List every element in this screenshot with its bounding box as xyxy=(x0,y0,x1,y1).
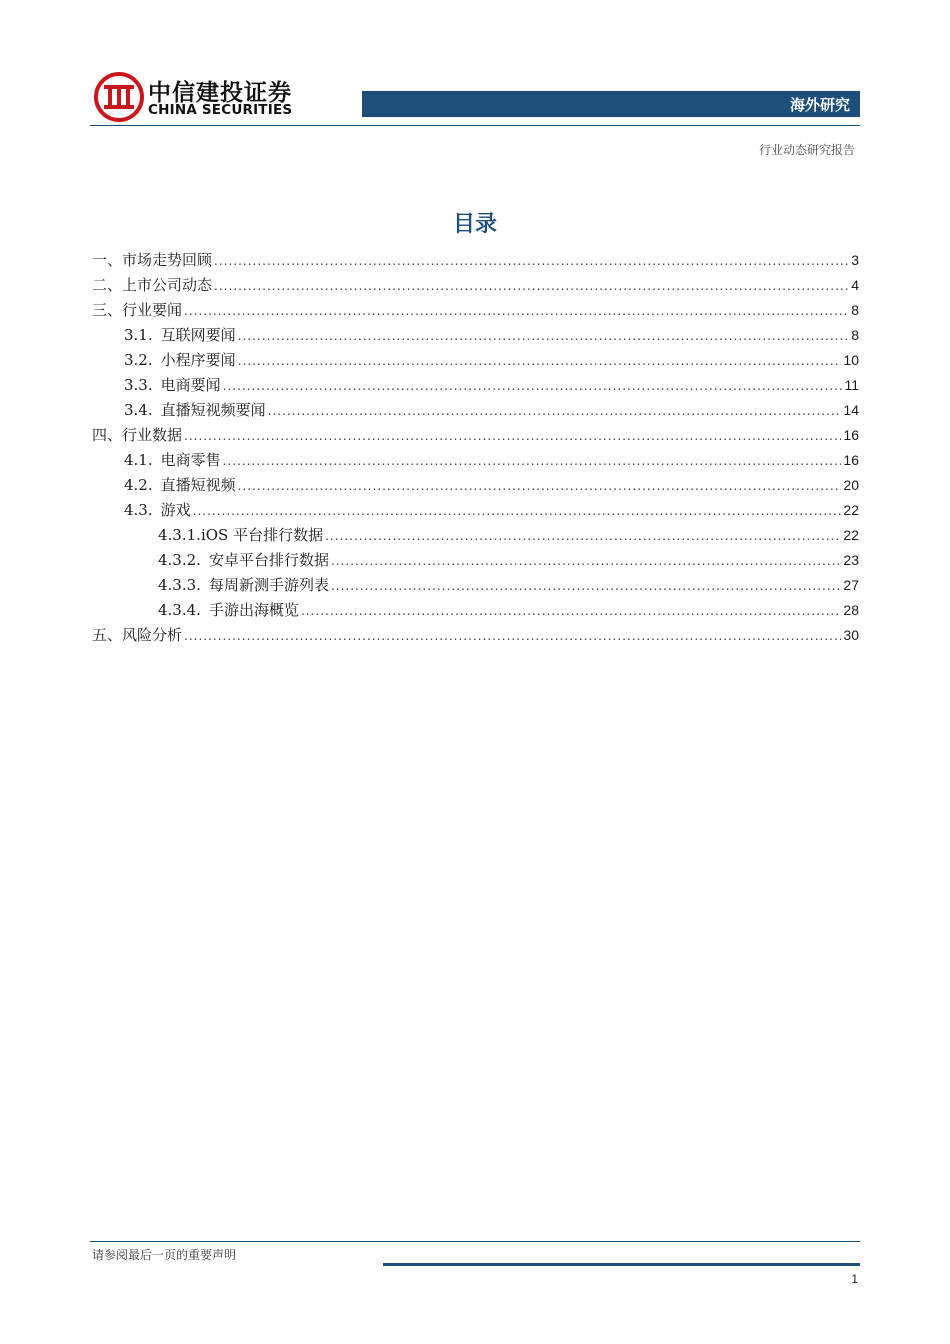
toc-entry-number: 4.1. xyxy=(124,451,153,469)
logo-english-name: CHINA SECURITIES xyxy=(148,102,293,118)
toc-entry[interactable] xyxy=(92,623,859,648)
toc-dot-leader xyxy=(301,599,841,624)
toc-entry-page: 27 xyxy=(843,577,859,593)
toc-entry-number: 4.2. xyxy=(124,476,153,494)
toc-dot-leader xyxy=(238,324,850,349)
toc-entry-page: 23 xyxy=(843,552,859,568)
toc-entry-page: 3 xyxy=(851,252,859,268)
toc-dot-leader xyxy=(331,549,841,574)
toc-entry-page: 8 xyxy=(851,327,859,343)
toc-entry[interactable] xyxy=(92,398,859,423)
logo-chinese-name: 中信建投证券 xyxy=(148,80,292,106)
toc-entry-page: 14 xyxy=(843,402,859,418)
toc-entry-number: 4.3.3. xyxy=(158,576,201,594)
toc-entry-label: 直播短视频要闻 xyxy=(160,401,266,419)
toc-dot-leader xyxy=(184,299,849,324)
toc-entry[interactable] xyxy=(92,473,859,498)
header-band xyxy=(362,91,860,117)
toc-entry[interactable] xyxy=(92,523,859,548)
toc-entry-page: 10 xyxy=(843,352,859,368)
toc-entry-number: 4.3.1. xyxy=(158,526,201,544)
toc-entry-label: 手游出海概览 xyxy=(208,601,299,619)
toc-entry-label: 互联网要闻 xyxy=(160,326,236,344)
toc-entry-label: 风险分析 xyxy=(122,626,183,644)
toc-entry-page: 11 xyxy=(844,377,859,393)
toc-entry-label: 直播短视频 xyxy=(160,476,236,494)
toc-entry-label: 游戏 xyxy=(160,501,191,519)
toc-entry-page: 28 xyxy=(843,602,859,618)
toc-entry-page: 22 xyxy=(843,502,859,518)
toc-dot-leader xyxy=(223,449,842,474)
footer-accent-bar xyxy=(383,1263,860,1266)
toc-dot-leader xyxy=(184,424,841,449)
toc-entry-page: 16 xyxy=(843,427,859,443)
toc-entry-page: 22 xyxy=(843,527,859,543)
toc-entry-label: 行业要闻 xyxy=(122,301,183,319)
toc-entry-label: 市场走势回顾 xyxy=(122,251,213,269)
toc-entry-label: iOS 平台排行数据 xyxy=(200,526,324,544)
toc-dot-leader xyxy=(193,499,842,524)
toc-dot-leader xyxy=(238,474,842,499)
toc-dot-leader xyxy=(331,574,841,599)
citic-logo-icon xyxy=(94,72,144,122)
toc-entry-label: 上市公司动态 xyxy=(122,276,213,294)
toc-entry[interactable] xyxy=(92,273,859,298)
toc-entry-number: 3.2. xyxy=(124,351,153,369)
toc-entry[interactable] xyxy=(92,573,859,598)
toc-entry-page: 16 xyxy=(843,452,859,468)
toc-entry-number: 3.4. xyxy=(124,401,153,419)
footer-divider xyxy=(90,1241,860,1242)
toc-entry-number: 四、 xyxy=(92,426,123,444)
toc-title: 目录 xyxy=(452,212,497,237)
toc-dot-leader xyxy=(268,399,842,424)
toc-entry-number: 三、 xyxy=(92,301,123,319)
toc-entry-page: 30 xyxy=(843,627,859,643)
toc-entry[interactable] xyxy=(92,348,859,373)
toc-entry-label: 小程序要闻 xyxy=(160,351,236,369)
toc-entry[interactable] xyxy=(92,248,859,273)
toc-entry[interactable] xyxy=(92,423,859,448)
toc-entry-label: 电商要闻 xyxy=(160,376,221,394)
toc-entry-number: 3.3. xyxy=(124,376,153,394)
header-divider xyxy=(90,125,860,126)
report-type: 行业动态研究报告 xyxy=(758,143,855,157)
toc-entry-label: 电商零售 xyxy=(160,451,221,469)
toc-entry-label: 行业数据 xyxy=(122,426,183,444)
toc-entry-number: 3.1. xyxy=(124,326,153,344)
toc-entry-label: 安卓平台排行数据 xyxy=(208,551,329,569)
toc-entry[interactable] xyxy=(92,298,859,323)
section-label: 海外研究 xyxy=(789,96,850,114)
toc-entry-number: 五、 xyxy=(92,626,123,644)
toc-entry[interactable] xyxy=(92,323,859,348)
toc-entry-number: 一、 xyxy=(92,251,123,269)
toc-dot-leader xyxy=(238,349,842,374)
toc-entry[interactable] xyxy=(92,548,859,573)
toc-entry-number: 4.3. xyxy=(124,501,153,519)
toc-entry-number: 二、 xyxy=(92,276,123,294)
toc-entry-page: 4 xyxy=(851,277,859,293)
toc-entry-label: 每周新测手游列表 xyxy=(208,576,329,594)
toc-dot-leader xyxy=(223,374,843,399)
disclaimer-note: 请参阅最后一页的重要声明 xyxy=(92,1248,237,1262)
toc-entry[interactable] xyxy=(92,498,859,523)
table-of-contents xyxy=(92,248,859,648)
toc-dot-leader xyxy=(184,624,841,649)
toc-entry[interactable] xyxy=(92,598,859,623)
toc-entry[interactable] xyxy=(92,448,859,473)
toc-dot-leader xyxy=(325,524,841,549)
toc-dot-leader xyxy=(214,274,849,299)
toc-entry[interactable] xyxy=(92,373,859,398)
page-number: 1 xyxy=(851,1272,858,1286)
toc-entry-number: 4.3.2. xyxy=(158,551,201,569)
toc-dot-leader xyxy=(214,249,849,274)
toc-entry-number: 4.3.4. xyxy=(158,601,201,619)
toc-entry-page: 20 xyxy=(843,477,859,493)
toc-entry-page: 8 xyxy=(851,302,859,318)
